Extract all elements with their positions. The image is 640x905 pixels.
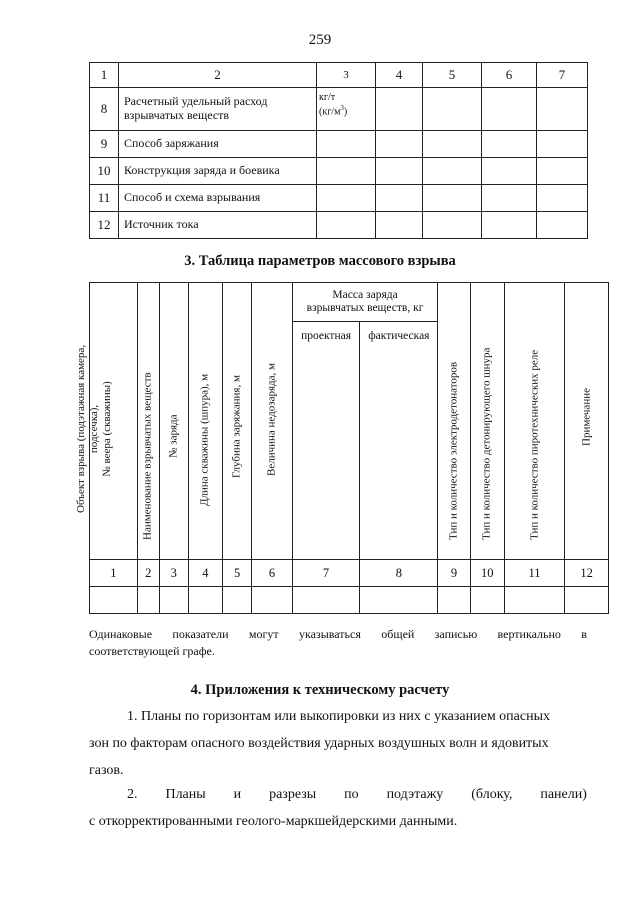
table-row [90, 88, 588, 131]
table-row [90, 587, 609, 614]
column-number: 2 [119, 63, 317, 88]
column-number: 4 [376, 63, 423, 88]
header-hole-length: Длина скважины (шпура), м [188, 283, 222, 560]
column-index: 10 [470, 560, 504, 587]
row-number: 8 [90, 88, 119, 131]
page-number: 259 [308, 32, 332, 48]
column-index: 8 [360, 560, 438, 587]
column-number: 3 [317, 63, 376, 88]
header-mass-actual: фактическая [360, 322, 438, 560]
header-mass-projected: проектная [292, 322, 360, 560]
column-index: 11 [504, 560, 564, 587]
table-row [90, 131, 588, 158]
header-pyrotechnic-relays: Тип и количество пиротехнических реле [504, 283, 564, 560]
row-name: Способ заряжания [119, 131, 317, 158]
appendix-item-2: 2. Планы и разрезы по подэтажу (блоку, панели) с откорректированными геолого-маркшейдерскими данными. [89, 787, 587, 829]
column-number: 6 [482, 63, 537, 88]
column-index: 6 [252, 560, 293, 587]
column-index: 12 [565, 560, 609, 587]
column-number: 5 [423, 63, 482, 88]
table-row [90, 212, 588, 239]
row-unit: кг/т $(кг/м^3)$ [317, 88, 376, 131]
row-number: 11 [90, 185, 119, 212]
column-number: 7 [537, 63, 588, 88]
column-index: 2 [137, 560, 159, 587]
row-name: Источник тока [119, 212, 317, 239]
column-index: 3 [159, 560, 188, 587]
row-name: Расчетный удельный расход взрывчатых веществ [119, 88, 317, 131]
section-3-title: 3. Таблица параметров массового взрыва [184, 253, 456, 269]
header-charging-depth: Глубина заряжания, м [223, 283, 252, 560]
appendix-item-1: 1. Планы по горизонтам или выкопировки из них с указанием опасных зон по факторам опасного воздействия ударных воздушных волн и ядовитых газов. [89, 709, 551, 778]
section-4-title: 4. Приложения к техническому расчету [190, 682, 450, 698]
column-index-row [90, 560, 609, 587]
header-charge-number: № заряда [159, 283, 188, 560]
table-row [90, 158, 588, 185]
row-name: Способ и схема взрывания [119, 185, 317, 212]
row-number: 12 [90, 212, 119, 239]
row-name: Конструкция заряда и боевика [119, 158, 317, 185]
mass-blast-parameters-table [75, 282, 609, 614]
column-index: 7 [292, 560, 360, 587]
header-electric-detonators: Тип и количество электродетонаторов [438, 283, 470, 560]
column-index: 4 [188, 560, 222, 587]
column-index: 5 [223, 560, 252, 587]
header-undercharge: Величина недозаряда, м [252, 283, 293, 560]
row-number: 9 [90, 131, 119, 158]
table-header-row [90, 63, 588, 88]
header-charge-mass: Масса заряда взрывчатых веществ, кг [292, 283, 438, 322]
table-note: Одинаковые показатели могут указываться общей записью вертикально в соответствующей графе. [89, 627, 587, 659]
header-object: Объект взрыва (подэтажная камера, подсечка), № веера (скважины) [90, 283, 138, 560]
column-index: 1 [90, 560, 138, 587]
column-index: 9 [438, 560, 470, 587]
header-explosive-name: Наименование взрывчатых веществ [137, 283, 159, 560]
parameters-table-continued [89, 62, 588, 239]
row-number: 10 [90, 158, 119, 185]
header-detonating-cord: Тип и количество детонирующего шнура [470, 283, 504, 560]
header-note: Примечание [565, 283, 609, 560]
column-number: 1 [90, 63, 119, 88]
table-row [90, 185, 588, 212]
